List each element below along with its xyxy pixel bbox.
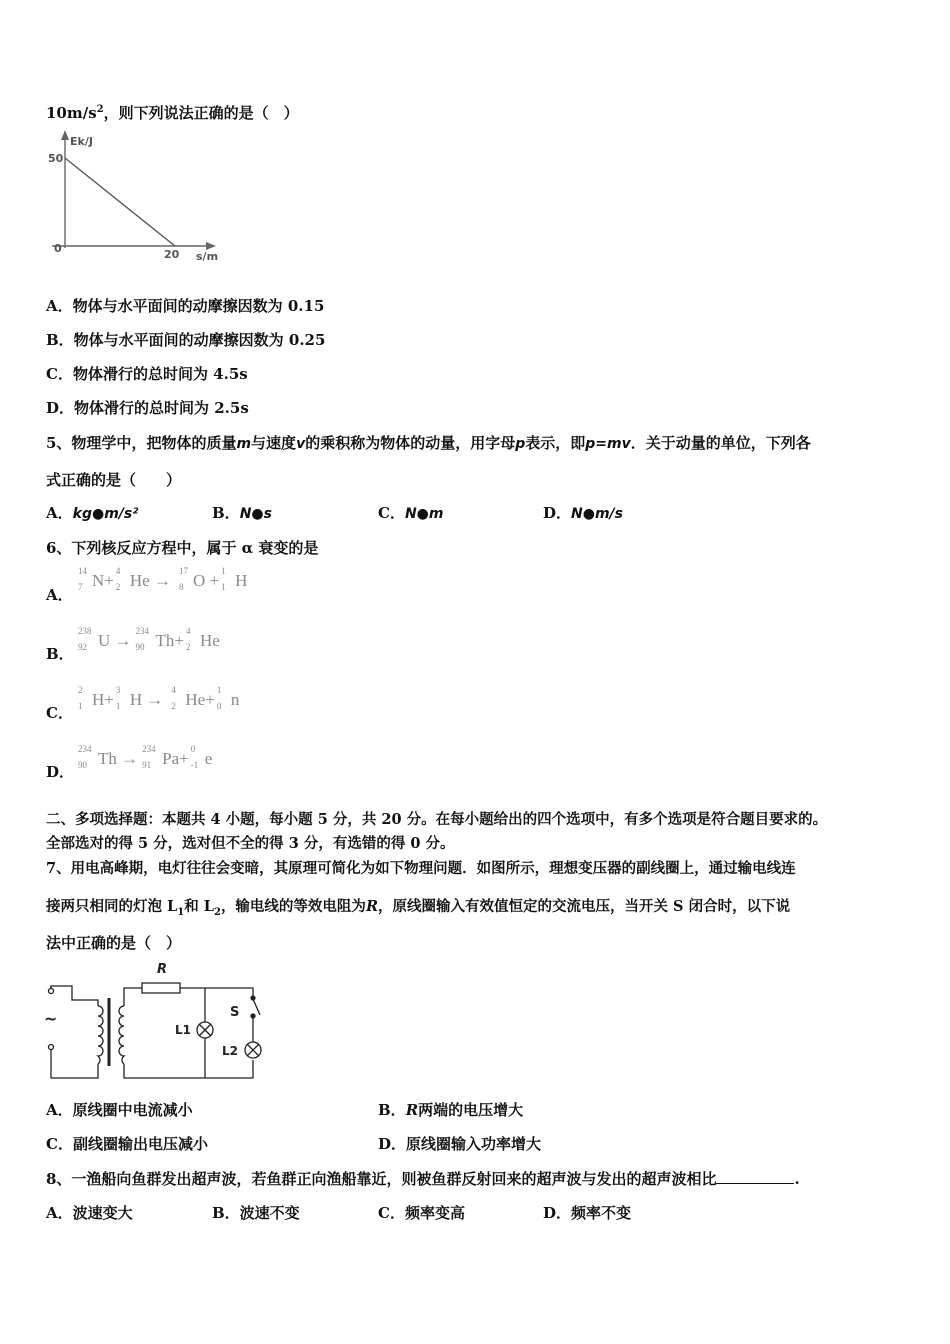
q4-intro-sup: 2: [96, 104, 104, 115]
q4-option-a: A．物体与水平面间的动摩擦因数为 0.15: [46, 297, 325, 315]
label-s: S: [230, 1005, 240, 1020]
q5-t2: 与速度: [251, 434, 297, 452]
graph-line: [65, 158, 175, 246]
secondary-coil: [119, 1006, 124, 1064]
q7-option-a: A．原线圈中电流减小: [46, 1101, 193, 1119]
graph-x-tick: 20: [164, 248, 180, 261]
graph-y-label: Ek/J: [70, 135, 93, 148]
q5-v: v: [296, 436, 306, 452]
switch-s: [253, 999, 260, 1015]
q7-stem-line3: 法中正确的是（ ）: [46, 934, 182, 952]
primary-coil: [98, 1006, 103, 1064]
q5-stem-line2: 式正确的是（ ）: [46, 471, 182, 489]
q5-stem-line1: [46, 432, 811, 453]
q6-formula-c: 2 1 H+ 3 1 H → 4 2 He+ 1 0 n: [78, 685, 240, 711]
q5-t1: 5、物理学中，把物体的质量: [46, 434, 237, 452]
q5-t5: ．关于动量的单位，下列各: [630, 434, 811, 452]
label-r: R: [157, 962, 168, 977]
q4-intro: [46, 102, 299, 123]
q7-stem-line2: 接两只相同的灯泡 $L_1$和 $L_2$，输电线的等效电阻为R，原线圈输入有效值恒定的交流电压，当开关 S 闭合时，以下说: [46, 898, 791, 918]
terminal-bottom: [49, 1045, 54, 1050]
q7-option-c: C．副线圈输出电压减小: [46, 1135, 208, 1153]
q5-option-c: C．N●m: [378, 504, 444, 522]
graph-y-arrow: [61, 130, 69, 140]
q7-stem-line1: 7、用电高峰期，电灯往往会变暗，其原理可简化为如下物理问题．如图所示，理想变压器的副线圈上，通过输电线连: [46, 860, 796, 877]
q8-option-b: B．波速不变: [212, 1204, 300, 1222]
q7-option-d: D．原线圈输入功率增大: [378, 1135, 542, 1153]
label-l1: L1: [175, 1023, 191, 1037]
q5-m: m: [236, 436, 252, 452]
q6-stem: 6、下列核反应方程中，属于 α 衰变的是: [46, 539, 319, 557]
graph-x-label: s/m: [196, 250, 219, 263]
section2-line2: 全部选对的得 5 分，选对但不全的得 3 分，有选错的得 0 分。: [46, 835, 455, 852]
q5-option-b: B．N●s: [212, 504, 272, 522]
resistor: [142, 983, 180, 993]
q5-option-d: D．N●m/s: [543, 504, 623, 522]
graph-origin: 0: [54, 242, 62, 255]
q5-t3: 的乘积称为物体的动量，用字母: [305, 434, 516, 452]
transformer-circuit: [40, 958, 280, 1084]
q8-stem: 8、一渔船向鱼群发出超声波，若鱼群正向渔船靠近，则被鱼群反射回来的超声波与发出的超声波相比 .: [46, 1170, 800, 1188]
q4-intro-suffix: ，则下列说法正确的是（ ）: [103, 104, 299, 122]
graph-x-arrow: [206, 242, 216, 250]
section2-line1: 二、多项选择题：本题共 4 小题，每小题 5 分，共 20 分。在每小题给出的四个选项中，有多个选项是符合题目要求的。: [46, 811, 828, 828]
graph-y-tick: 50: [48, 152, 64, 165]
terminal-top: [49, 989, 54, 994]
ek-s-graph: [44, 128, 234, 266]
q6-formula-b: 238 92 U → 234 90 Th+ 4 2 He: [78, 626, 220, 652]
ac-source-symbol: ~: [44, 1009, 58, 1028]
q6-label-a: A．: [46, 586, 73, 604]
q6-label-c: C．: [46, 704, 73, 722]
label-l2: L2: [222, 1044, 238, 1058]
q7-option-b: B．R两端的电压增大: [378, 1101, 524, 1119]
q6-formula-d: 234 90 Th → 234 91 Pa+ 0 -1 e: [78, 744, 213, 770]
q4-intro-prefix: 10m/s: [46, 104, 97, 122]
q5-pmv: p=mv: [585, 436, 631, 452]
q5-option-a: A．kg●m/s²: [46, 504, 139, 522]
q8-option-c: C．频率变高: [378, 1204, 465, 1222]
q6-label-b: B．: [46, 645, 74, 663]
q6-formula-a: 14 7 N+ 4 2 He → 17 8 O + 1 1 H: [78, 566, 248, 592]
q4-option-b: B．物体与水平面间的动摩擦因数为 0.25: [46, 331, 326, 349]
q5-t4: 表示，即: [525, 434, 586, 452]
q8-option-d: D．频率不变: [543, 1204, 632, 1222]
q4-option-d: D．物体滑行的总时间为 2.5s: [46, 399, 249, 417]
q8-option-a: A．波速变大: [46, 1204, 133, 1222]
q4-option-c: C．物体滑行的总时间为 4.5s: [46, 365, 248, 383]
q5-p: p: [515, 436, 526, 452]
q6-label-d: D．: [46, 763, 75, 781]
q8-answer-blank: [716, 1169, 794, 1184]
